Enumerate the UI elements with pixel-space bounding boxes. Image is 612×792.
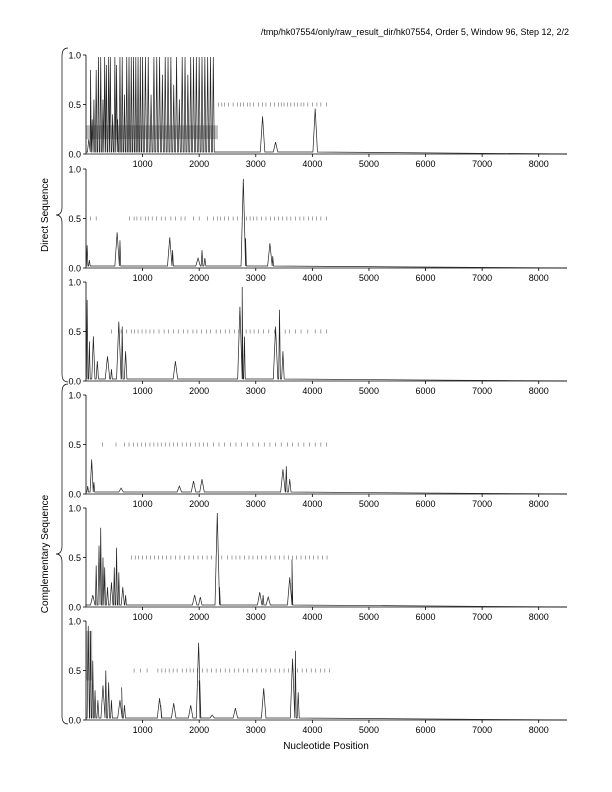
x-tick-label: 1000 bbox=[132, 612, 153, 622]
x-tick-label: 2000 bbox=[189, 273, 210, 283]
x-tick-label: 2000 bbox=[189, 386, 210, 396]
figure-header: /tmp/hk07554/only/raw_result_dir/hk07554, Order 5, Window 96, Step 12, 2/2 bbox=[260, 27, 569, 37]
complementary-brace bbox=[56, 384, 68, 724]
direct-brace bbox=[56, 48, 68, 382]
x-tick-label: 7000 bbox=[472, 159, 493, 169]
x-tick-label: 3000 bbox=[245, 612, 266, 622]
x-tick-label: 1000 bbox=[132, 386, 153, 396]
y-tick-label: 0.0 bbox=[68, 602, 81, 613]
x-tick-label: 4000 bbox=[302, 499, 323, 509]
x-tick-label: 3000 bbox=[245, 499, 266, 509]
reference-ticks bbox=[218, 103, 326, 107]
y-tick-label: 1.0 bbox=[68, 616, 81, 627]
direct-sequence-label: Direct Sequence bbox=[40, 178, 51, 252]
x-tick-label: 5000 bbox=[358, 159, 379, 169]
chart-panels bbox=[68, 51, 567, 736]
x-tick-label: 8000 bbox=[528, 386, 549, 396]
x-tick-label: 4000 bbox=[302, 612, 323, 622]
y-tick-label: 0.5 bbox=[68, 440, 81, 450]
panel-6 bbox=[68, 617, 567, 736]
x-tick-label: 1000 bbox=[132, 499, 153, 509]
y-tick-label: 0.0 bbox=[68, 263, 81, 274]
y-tick-label: 1.0 bbox=[68, 277, 81, 288]
x-tick-label: 1000 bbox=[132, 159, 153, 169]
signal-line bbox=[86, 626, 567, 720]
reference-ticks bbox=[91, 217, 327, 221]
x-tick-label: 2000 bbox=[189, 725, 210, 735]
y-tick-label: 0.0 bbox=[68, 149, 81, 160]
reference-ticks bbox=[102, 443, 326, 447]
x-tick-label: 7000 bbox=[472, 499, 493, 509]
y-tick-label: 1.0 bbox=[68, 164, 81, 175]
x-tick-label: 2000 bbox=[189, 612, 210, 622]
x-tick-label: 4000 bbox=[302, 386, 323, 396]
y-tick-label: 1.0 bbox=[68, 390, 81, 401]
y-tick-label: 0.0 bbox=[68, 715, 81, 726]
group-direct-label bbox=[40, 48, 68, 382]
x-tick-label: 8000 bbox=[528, 159, 549, 169]
x-tick-label: 6000 bbox=[415, 159, 436, 169]
signal-line bbox=[86, 459, 567, 494]
y-tick-label: 0.0 bbox=[68, 376, 81, 387]
panel-3 bbox=[68, 278, 567, 397]
panel-1 bbox=[68, 51, 567, 170]
y-tick-label: 0.5 bbox=[68, 553, 81, 563]
panel-2 bbox=[68, 165, 567, 284]
y-tick-label: 0.5 bbox=[68, 214, 81, 224]
x-tick-label: 7000 bbox=[472, 725, 493, 735]
x-tick-label: 3000 bbox=[245, 386, 266, 396]
x-tick-label: 5000 bbox=[358, 273, 379, 283]
x-tick-label: 7000 bbox=[472, 273, 493, 283]
x-tick-label: 5000 bbox=[358, 499, 379, 509]
signal-line bbox=[86, 179, 567, 268]
y-tick-label: 0.5 bbox=[68, 666, 81, 676]
reference-ticks bbox=[111, 330, 326, 334]
y-tick-label: 1.0 bbox=[68, 50, 81, 61]
y-tick-label: 0.5 bbox=[68, 327, 81, 337]
signal-line bbox=[86, 287, 567, 381]
x-tick-label: 4000 bbox=[302, 273, 323, 283]
x-tick-label: 8000 bbox=[528, 273, 549, 283]
x-tick-label: 6000 bbox=[415, 499, 436, 509]
y-tick-label: 1.0 bbox=[68, 503, 81, 514]
x-tick-label: 4000 bbox=[302, 725, 323, 735]
x-tick-label: 6000 bbox=[415, 273, 436, 283]
x-tick-label: 3000 bbox=[245, 159, 266, 169]
x-tick-label: 6000 bbox=[415, 725, 436, 735]
x-axis-label: Nucleotide Position bbox=[283, 741, 369, 752]
group-complementary-label bbox=[40, 384, 68, 724]
x-tick-label: 2000 bbox=[189, 159, 210, 169]
x-tick-label: 7000 bbox=[472, 386, 493, 396]
panel-4 bbox=[68, 391, 567, 510]
x-tick-label: 5000 bbox=[358, 612, 379, 622]
x-tick-label: 3000 bbox=[245, 273, 266, 283]
x-tick-label: 7000 bbox=[472, 612, 493, 622]
reference-ticks bbox=[131, 556, 327, 560]
x-tick-label: 6000 bbox=[415, 386, 436, 396]
x-tick-label: 8000 bbox=[528, 725, 549, 735]
x-tick-label: 2000 bbox=[189, 499, 210, 509]
y-tick-label: 0.0 bbox=[68, 489, 81, 500]
reference-ticks bbox=[134, 669, 329, 673]
signal-line bbox=[86, 513, 567, 607]
panel-5 bbox=[68, 504, 567, 623]
x-tick-label: 4000 bbox=[302, 159, 323, 169]
complementary-sequence-label: Complementary Sequence bbox=[40, 494, 51, 614]
x-tick-label: 3000 bbox=[245, 725, 266, 735]
x-tick-label: 5000 bbox=[358, 725, 379, 735]
x-tick-label: 1000 bbox=[132, 725, 153, 735]
x-tick-label: 8000 bbox=[528, 612, 549, 622]
x-tick-label: 5000 bbox=[358, 386, 379, 396]
y-tick-label: 0.5 bbox=[68, 100, 81, 110]
x-tick-label: 1000 bbox=[132, 273, 153, 283]
x-tick-label: 8000 bbox=[528, 499, 549, 509]
x-tick-label: 6000 bbox=[415, 612, 436, 622]
